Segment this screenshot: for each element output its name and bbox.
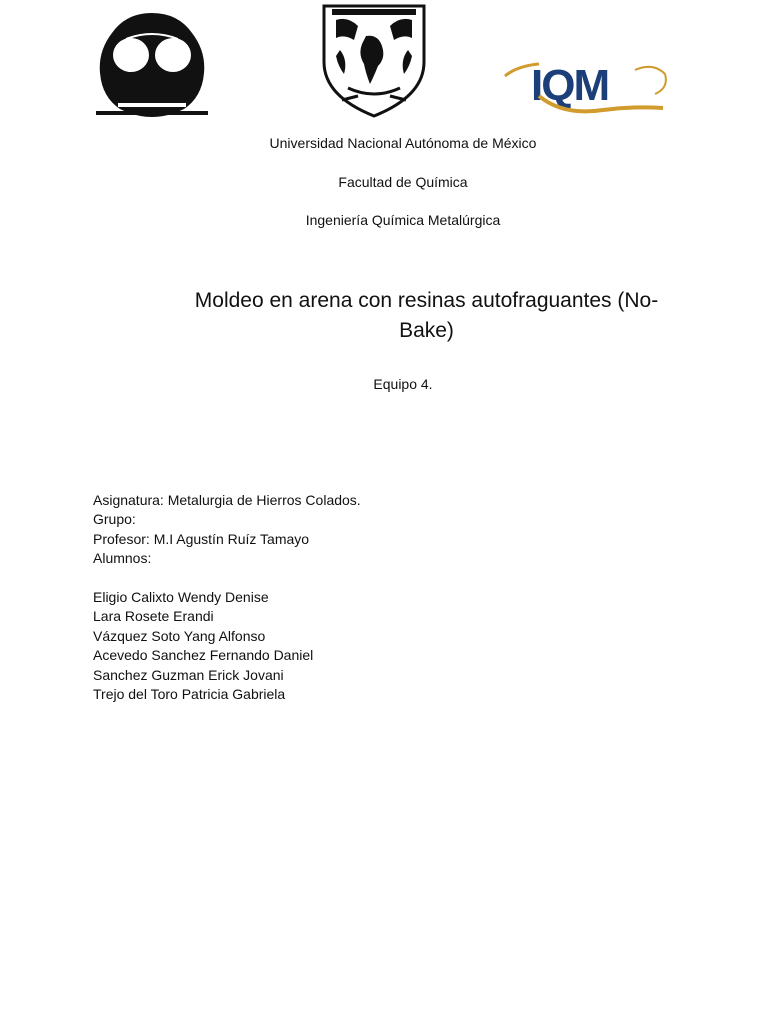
student-name: Sanchez Guzman Erick Jovani [93, 666, 284, 683]
title-line-2: Bake) [399, 319, 454, 342]
team-label: Equipo 4. [373, 376, 433, 392]
fq-owl-logo [96, 11, 208, 117]
student-name: Vázquez Soto Yang Alfonso [93, 627, 266, 644]
subject-line: Asignatura: Metalurgia de Hierros Colados. [93, 492, 361, 508]
document-title [160, 286, 693, 346]
course-details [93, 491, 361, 704]
student-name: Lara Rosete Erandi [93, 608, 214, 625]
title-line-1: Moldeo en arena con resinas autofraguantes (No- [194, 289, 659, 312]
university-name: Universidad Nacional Autónoma de México [269, 135, 537, 151]
career-name: Ingeniería Química Metalúrgica [305, 212, 501, 228]
group-line: Grupo: [93, 511, 136, 528]
spacer [93, 569, 361, 588]
faculty-name: Facultad de Química [338, 174, 468, 190]
unam-shield-logo [318, 0, 430, 118]
iqm-logo-text: IQM [531, 61, 609, 110]
student-name: Trejo del Toro Patricia Gabriela [93, 686, 286, 703]
professor-line: Profesor: M.I Agustín Ruíz Tamayo [93, 530, 310, 547]
students-label: Alumnos: [93, 550, 152, 567]
student-name: Acevedo Sanchez Fernando Daniel [93, 647, 314, 664]
student-name: Eligio Calixto Wendy Denise [93, 589, 269, 606]
iqm-logo [503, 58, 669, 116]
